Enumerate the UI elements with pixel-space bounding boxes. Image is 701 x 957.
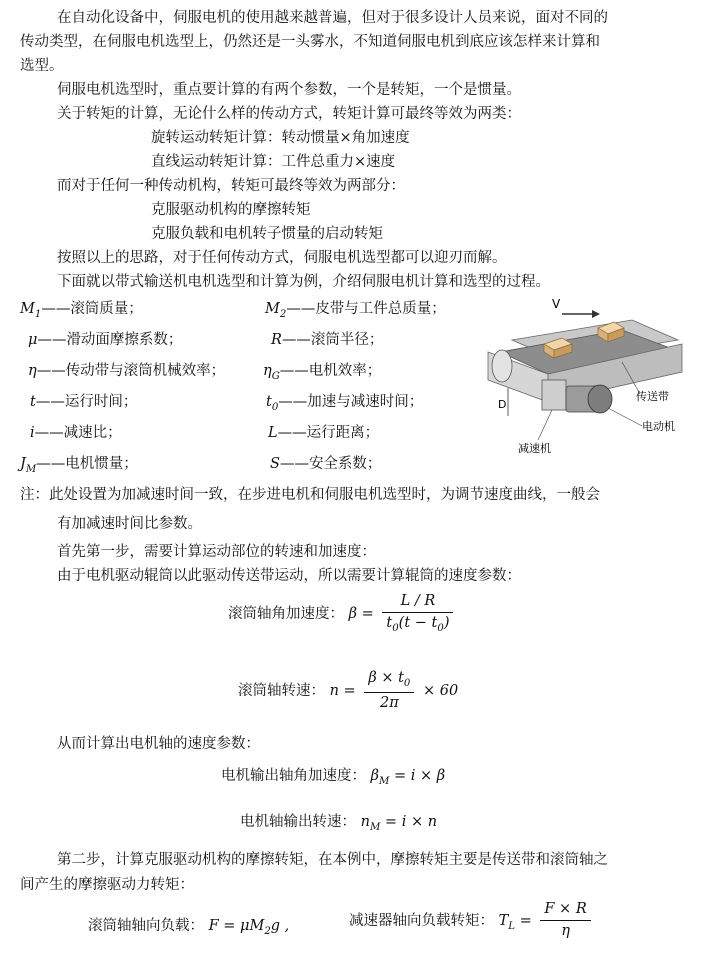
- formula-label: 电机输出轴角加速度：: [221, 768, 366, 784]
- param-eta: η——传动带与滚筒机械效率；: [28, 363, 226, 379]
- torque-part-friction: 克服驱动机构的摩擦转矩: [151, 202, 311, 218]
- param-eta-g: $\eta_G——$电机效率；: [263, 363, 382, 382]
- belt-label: 传送带: [636, 390, 669, 403]
- step2-line2: 间产生的摩擦驱动力转矩：: [20, 877, 194, 893]
- param-m1: $M_1——$滚筒质量；: [20, 301, 143, 320]
- formula-label: 减速器轴向负载转矩：: [349, 912, 494, 929]
- torque-part-startup: 克服负载和电机转子惯量的启动转矩: [151, 226, 383, 242]
- paragraph-intro-line3: 选型。: [20, 58, 64, 74]
- note-line2: 有加减速时间比参数。: [57, 516, 202, 532]
- param-jm: $J_M——$电机惯量；: [20, 456, 138, 475]
- formula-motor-speed: 电机轴输出转速： $n_M = i \times n$: [240, 814, 438, 833]
- conveyor-diagram: [482, 292, 692, 464]
- param-mu: μ——滑动面摩擦系数；: [28, 332, 183, 348]
- formula-label: 滚筒轴转速：: [238, 683, 325, 700]
- torque-item-linear: 直线运动转矩计算：工件总重力×速度: [151, 154, 396, 170]
- formula-roller-speed: 滚筒轴转速： n = $\frac{\beta \times t_0}{2\pi}$ × 60: [238, 670, 459, 712]
- paragraph-torque-calc: 关于转矩的计算，无论什么样的传动方式，转矩计算可最终等效为两类：: [57, 106, 521, 122]
- param-i: i——减速比；: [30, 425, 122, 441]
- param-m2: $M_2——$皮带与工件总质量；: [265, 301, 446, 320]
- formula-label: 电机轴输出转速：: [240, 814, 356, 830]
- step1-line2: 由于电机驱动辊筒以此驱动传送带运动，所以需要计算辊筒的速度参数：: [57, 568, 521, 584]
- formula-label: 滚筒轴角加速度：: [228, 606, 344, 623]
- param-t: t——运行时间；: [30, 394, 138, 410]
- param-s: S——安全系数；: [270, 456, 382, 472]
- roller: [492, 350, 512, 382]
- diameter-label: D: [498, 398, 507, 411]
- param-t0: $t_0——$加速与减速时间；: [266, 394, 424, 413]
- paragraph-approach: 按照以上的思路，对于任何传动方式，伺服电机选型都可以迎刃而解。: [57, 250, 507, 266]
- formula-axial-load: 滚筒轴轴向负载： $F = \mu M_2g$ ,: [88, 918, 290, 937]
- motor-label: 电动机: [642, 420, 675, 433]
- reducer: [542, 380, 566, 410]
- formula-label: 滚筒轴轴向负载：: [88, 918, 204, 934]
- step1-line1: 首先第一步，需要计算运动部位的转速和加速度：: [57, 544, 376, 560]
- paragraph-torque-parts: 而对于任何一种传动机构，转矩可最终等效为两部分：: [57, 178, 405, 194]
- reducer-label: 减速机: [518, 442, 551, 455]
- paragraph-example-intro: 下面就以带式输送机电机选型和计算为例，介绍伺服电机计算和选型的过程。: [57, 274, 550, 290]
- formula-roller-accel: 滚筒轴角加速度： β = $\frac{L / R}{t_0(t - t_0)}$: [228, 593, 457, 635]
- velocity-label: V: [552, 297, 561, 311]
- formula-motor-accel: 电机输出轴角加速度： $\beta_M = i \times \beta$: [221, 768, 446, 787]
- formula-reducer-torque: 减速器轴向负载转矩： $T_L$ = $\frac{F \times R}{\eta}$: [349, 901, 595, 941]
- paragraph-intro-line1: 在自动化设备中，伺服电机的使用越来越普遍，但对于很多设计人员来说，面对不同的: [57, 10, 608, 26]
- paragraph-intro-line2: 传动类型，在伺服电机选型上，仍然还是一头雾水，不知道伺服电机到底应该怎样来计算和: [20, 34, 600, 50]
- step2-line1: 第二步，计算克服驱动机构的摩擦转矩，在本例中，摩擦转矩主要是传送带和滚筒轴之: [57, 852, 608, 868]
- paragraph-parameters: 伺服电机选型时，重点要计算的有两个参数，一个是转矩，一个是惯量。: [57, 82, 521, 98]
- note-line1: 注：此处设置为加减速时间一致，在步进电机和伺服电机选型时，为调节速度曲线，一般会: [20, 487, 600, 503]
- param-l: L——运行距离；: [268, 425, 380, 441]
- motor-speed-intro: 从而计算出电机轴的速度参数：: [57, 736, 260, 752]
- param-r: R——滚筒半径；: [271, 332, 384, 348]
- torque-item-rotary: 旋转运动转矩计算：转动惯量×角加速度: [151, 130, 410, 146]
